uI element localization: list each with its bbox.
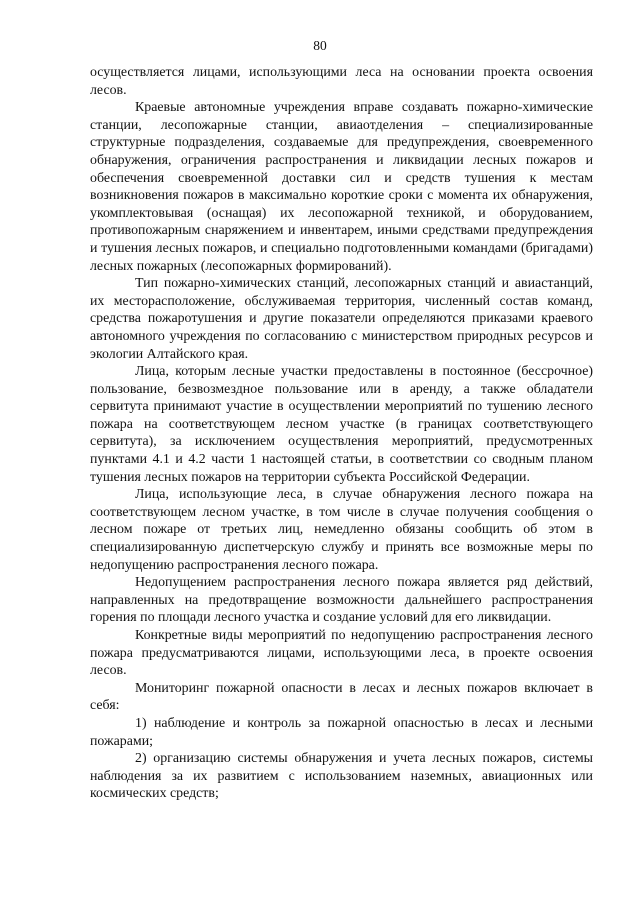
- page-body: [90, 64, 593, 803]
- paragraph-spread-prevention: Недопущением распространения лесного пожара является ряд действий, направленных на предотвращение возможности дальнейшего распространения горения по площади лесного участка и создание условий для его ликвидации.: [90, 575, 593, 626]
- paragraph-fire-reporting: Лица, использующие леса, в случае обнаружения лесного пожара на соответствующем лесном участке, в том числе в случае получения сообщения о лесном пожаре от третьих лиц, немедленно обязаны сообщить об этом в специализированную диспетчерскую службу и принять все возможные меры по недопущению распространения лесного пожара.: [90, 487, 593, 573]
- paragraph-monitoring-intro: Мониторинг пожарной опасности в лесах и лесных пожаров включает в себя:: [90, 680, 593, 714]
- paragraph-specific-measures: Конкретные виды мероприятий по недопущению распространения лесного пожара предусматриваются лицами, использующими леса, в проекте освоения лесов.: [90, 628, 593, 679]
- page-number: 80: [313, 38, 327, 53]
- paragraph-station-types: Тип пожарно-химических станций, лесопожарных станций и авиастанций, их месторасположение, обслуживаемая территория, численный состав команд, средства пожаротушения и другие показатели определяются приказами краевого автономного учреждения по согласованию с министерством природных ресурсов и экологии Алтайского края.: [90, 276, 593, 362]
- paragraph-leaseholders: Лица, которым лесные участки предоставлены в постоянное (бессрочное) пользование, безвозмездное пользование или в аренду, а также обладатели сервитута принимают участие в осуществлении мероприятий по тушению лесного пожара на соответствующем лесном участке (в границах соответствующего сервитута), за исключением осуществления мероприятий, предусмотренных пунктами 4.1 и 4.2 части 1 настоящей статьи, в соответствии со сводным планом тушения лесных пожаров на территории субъекта Российской Федерации.: [90, 364, 593, 485]
- paragraph-project-continuation: осуществляется лицами, использующими леса на основании проекта освоения лесов.: [90, 65, 593, 98]
- list-item-1: 1) наблюдение и контроль за пожарной опасностью в лесах и лесными пожарами;: [90, 715, 593, 749]
- list-item-2: 2) организацию системы обнаружения и учета лесных пожаров, системы наблюдения за их развитием с использованием наземных, авиационных или космических средств;: [90, 751, 593, 802]
- paragraph-autonomous-institutions: Краевые автономные учреждения вправе создавать пожарно-химические станции, лесопожарные станции, авиаотделения – специализированные структурные подразделения, создаваемые для предупреждения, своевременного обнаружения, ограничения распространения и ликвидации лесных пожаров и обеспечения своевременной доставки сил и средств тушения к местам возникновения пожаров в максимально короткие сроки с момента их обнаружения, укомплектовывая (оснащая) их лесопожарной техникой, и оборудованием, противопожарным снаряжением и инвентарем, иными средствами предупреждения и тушения лесных пожаров, и специально подготовленными командами (бригадами) лесных пожарных (лесопожарных формирований).: [90, 100, 593, 274]
